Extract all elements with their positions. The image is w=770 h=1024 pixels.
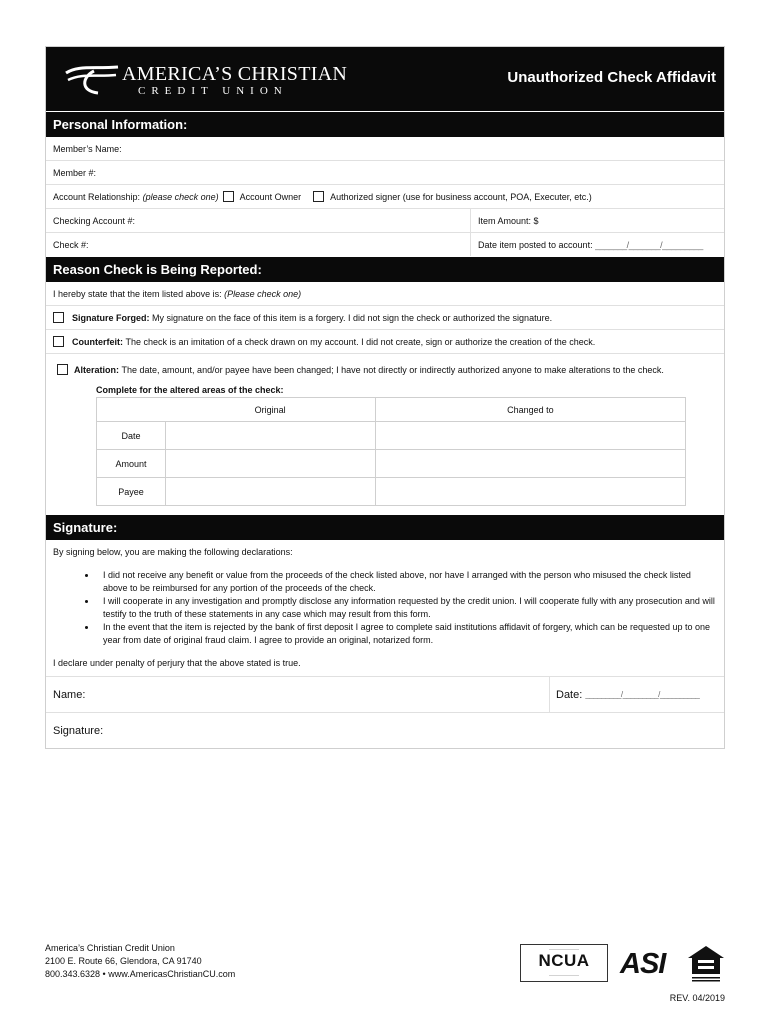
form-header bbox=[46, 47, 724, 111]
footer-street: 2100 E. Route 66, Glendora, CA 91740 bbox=[45, 956, 202, 966]
asi-logo: ASI bbox=[620, 948, 666, 980]
signature-date-field[interactable] bbox=[549, 677, 699, 712]
please-check-one-note: (please check one) bbox=[142, 191, 219, 202]
amount-original-cell[interactable] bbox=[166, 450, 376, 478]
payee-changed-cell[interactable] bbox=[375, 478, 685, 506]
item-amount-label: Item Amount: $ bbox=[478, 215, 539, 226]
members-name-field[interactable] bbox=[46, 137, 724, 160]
personal-info-section bbox=[46, 137, 724, 256]
account-relationship-label: Account Relationship: bbox=[53, 191, 141, 202]
altered-areas-table bbox=[96, 397, 686, 506]
authorized-signer-checkbox[interactable] bbox=[313, 191, 324, 202]
members-name-label: Member’s Name: bbox=[53, 143, 122, 154]
logo-subname: CREDIT UNION bbox=[138, 85, 288, 97]
counterfeit-label: Counterfeit: bbox=[72, 336, 123, 347]
signature-forged-checkbox[interactable] bbox=[53, 312, 64, 323]
table-row bbox=[97, 450, 686, 478]
alteration-checkbox[interactable] bbox=[57, 364, 68, 375]
reason-intro: I hereby state that the item listed above is: bbox=[53, 288, 222, 299]
declarations-intro: By signing below, you are making the following declarations: bbox=[53, 547, 293, 557]
wave-logo-icon bbox=[64, 65, 120, 97]
date-original-cell[interactable] bbox=[166, 422, 376, 450]
footer-logos bbox=[520, 944, 726, 984]
altered-table-header bbox=[97, 398, 686, 422]
amount-changed-cell[interactable] bbox=[375, 450, 685, 478]
name-field[interactable] bbox=[46, 676, 724, 712]
list-item: • I did not receive any benefit or value from the proceeds of the check listed above, nor have I arranged with the person who misused the check listed above to be reimbursed for any portion of the proceeds of the check. bbox=[97, 569, 717, 595]
date-posted-label: Date item posted to account: bbox=[478, 239, 593, 250]
counterfeit-checkbox[interactable] bbox=[53, 336, 64, 347]
authorized-signer-label: Authorized signer (use for business account, POA, Executer, etc.) bbox=[330, 191, 592, 202]
account-owner-checkbox[interactable] bbox=[223, 191, 234, 202]
alteration-row bbox=[46, 364, 724, 375]
checking-account-label[interactable]: Checking Account #: bbox=[53, 215, 136, 226]
account-owner-label: Account Owner bbox=[239, 191, 302, 202]
table-row bbox=[97, 478, 686, 506]
alteration-text: The date, amount, and/or payee have been changed; I have not directly or indirectly authorized anyone to make alterations to the check. bbox=[121, 364, 664, 375]
form-title: Unauthorized Check Affidavit bbox=[507, 69, 716, 86]
revision-label: REV. 04/2019 bbox=[669, 993, 725, 1003]
signature-field[interactable] bbox=[46, 712, 724, 748]
signature-forged-row bbox=[46, 305, 724, 329]
date-posted-field[interactable] bbox=[470, 233, 703, 256]
altered-areas-title: Complete for the altered areas of the check: bbox=[96, 385, 284, 395]
member-number-field[interactable] bbox=[46, 160, 724, 184]
ncua-fineprint-bottom: —————————— bbox=[549, 973, 579, 977]
declarations bbox=[46, 540, 724, 676]
ncua-logo bbox=[520, 944, 608, 982]
original-column-header: Original bbox=[166, 398, 376, 422]
member-number-label: Member #: bbox=[53, 167, 97, 178]
date-changed-cell[interactable] bbox=[375, 422, 685, 450]
reason-intro-note: (Please check one) bbox=[224, 288, 302, 299]
signature-label: Signature: bbox=[53, 724, 104, 737]
altered-table-corner bbox=[97, 398, 166, 422]
date-row-label: Date bbox=[97, 422, 166, 450]
declarations-list bbox=[53, 569, 717, 647]
affidavit-form bbox=[45, 46, 725, 749]
reason-heading: Reason Check is Being Reported: bbox=[46, 257, 724, 282]
payee-original-cell[interactable] bbox=[166, 478, 376, 506]
checking-account-row bbox=[46, 208, 724, 232]
logo-name: AMERICA’S CHRISTIAN bbox=[122, 63, 348, 85]
personal-info-heading: Personal Information: bbox=[46, 112, 724, 137]
ncua-text: NCUA bbox=[538, 951, 590, 970]
footer-address bbox=[45, 942, 235, 981]
reason-intro-row bbox=[46, 282, 724, 305]
penalty-statement: I declare under penalty of perjury that the above stated is true. bbox=[53, 658, 301, 668]
table-row bbox=[97, 422, 686, 450]
ncua-fineprint: —————————— bbox=[549, 947, 579, 951]
signature-date-label: Date: bbox=[556, 688, 583, 701]
payee-row-label: Payee bbox=[97, 478, 166, 506]
credit-union-logo bbox=[64, 61, 348, 101]
name-label: Name: bbox=[53, 688, 86, 701]
equal-housing-icon bbox=[686, 944, 726, 984]
counterfeit-text: The check is an imitation of a check drawn on my account. I did not create, sign or authorize the creation of the check. bbox=[125, 336, 596, 347]
amount-row-label: Amount bbox=[97, 450, 166, 478]
signature-section bbox=[46, 540, 724, 748]
alteration-label: Alteration: bbox=[74, 364, 119, 375]
counterfeit-row bbox=[46, 329, 724, 353]
check-number-label[interactable]: Check #: bbox=[53, 239, 89, 250]
footer-org: America’s Christian Credit Union bbox=[45, 943, 175, 953]
signature-forged-text: My signature on the face of this item is a forgery. I did not sign the check or authorized the signature. bbox=[152, 312, 553, 323]
signature-date-blank: _________/_________/__________ bbox=[585, 690, 700, 699]
changed-to-column-header: Changed to bbox=[375, 398, 685, 422]
account-relationship-row bbox=[46, 184, 724, 208]
footer-contact: 800.343.6328 • www.AmericasChristianCU.com bbox=[45, 969, 236, 979]
signature-forged-label: Signature Forged: bbox=[72, 312, 150, 323]
alteration-block bbox=[46, 353, 724, 514]
list-item: • In the event that the item is rejected by the bank of first deposit I agree to complete said institutions affidavit of forgery, which can be requested up to one year from date of original fraud claim. I agree to provide an original, notarized form. bbox=[97, 621, 717, 647]
list-item: • I will cooperate in any investigation and promptly disclose any information requested by the credit union. I will cooperate fully with any prosecution and will testify to the truth of these statements in any case which may result from this form. bbox=[97, 595, 717, 621]
date-posted-blank: _______/_______/_________ bbox=[595, 239, 703, 250]
check-number-row bbox=[46, 232, 724, 256]
signature-heading: Signature: bbox=[46, 515, 724, 540]
item-amount-field[interactable] bbox=[470, 209, 539, 232]
reason-section bbox=[46, 282, 724, 514]
